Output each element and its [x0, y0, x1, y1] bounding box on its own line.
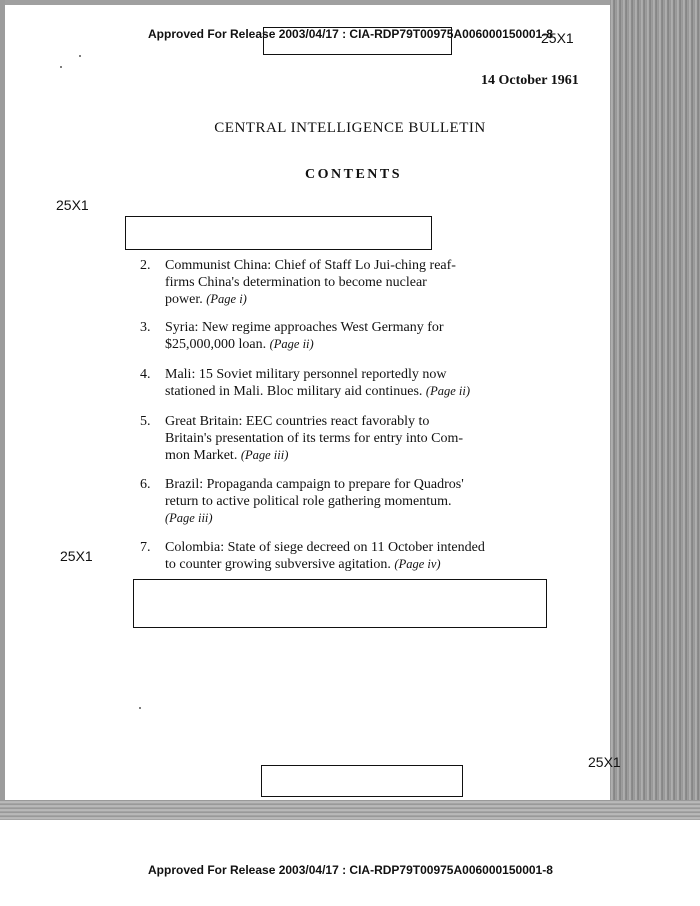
item-body: Communist China: Chief of Staff Lo Jui-ching reaf- firms China's determination to become nuclear power.	[165, 258, 456, 307]
item-page-ref: (Page iv)	[394, 557, 441, 571]
item-number: 5.	[140, 414, 151, 429]
scan-edge-bottom	[0, 800, 700, 820]
item-body: Mali: 15 Soviet military personnel reportedly now stationed in Mali. Bloc military aid continues.	[165, 367, 447, 399]
document-title: CENTRAL INTELLIGENCE BULLETIN	[214, 120, 486, 136]
classification-mark-bottom-right: 25X1	[588, 754, 621, 770]
item-page-ref: (Page i)	[206, 292, 247, 306]
redaction-box-item-8	[133, 579, 547, 628]
scan-speck	[60, 66, 62, 68]
scan-speck	[139, 707, 141, 709]
item-text	[165, 476, 565, 527]
redaction-box-header	[263, 27, 452, 55]
scan-speck	[79, 55, 81, 57]
approval-stamp-bottom: Approved For Release 2003/04/17 : CIA-RDP79T00975A006000150001-8	[148, 863, 553, 877]
redaction-box-footer	[261, 765, 463, 797]
item-number: 6.	[140, 477, 151, 492]
item-number: 2.	[140, 258, 151, 273]
item-body: Colombia: State of siege decreed on 11 October intended to counter growing subversive agitation.	[165, 540, 485, 572]
item-page-ref: (Page iii)	[240, 448, 289, 462]
item-number: 3.	[140, 320, 151, 335]
contents-heading: CONTENTS	[305, 167, 403, 182]
item-page-ref: (Page ii)	[425, 384, 470, 398]
item-page-ref: (Page iii)	[165, 511, 213, 525]
item-text	[165, 366, 565, 400]
item-page-ref: (Page ii)	[269, 337, 314, 351]
item-text	[165, 413, 565, 464]
item-body: Brazil: Propaganda campaign to prepare for Quadros' return to active political role gathering momentum.	[165, 477, 464, 509]
item-body: Great Britain: EEC countries react favorably to Britain's presentation of its terms for entry into Com- mon Market.	[165, 414, 464, 463]
item-text	[165, 539, 565, 573]
approval-stamp-top: Approved For Release 2003/04/17 : CIA-RDP79T00975A006000150001-8	[148, 27, 553, 41]
item-number: 7.	[140, 540, 151, 555]
document-date: 14 October 1961	[481, 73, 579, 88]
classification-mark-left-2: 25X1	[60, 548, 93, 564]
item-text	[165, 257, 565, 308]
classification-mark-top-right: 25X1	[541, 30, 574, 46]
item-number: 4.	[140, 367, 151, 382]
item-text	[165, 319, 565, 353]
redaction-box-item-1	[125, 216, 432, 250]
item-body: Syria: New regime approaches West Germany for $25,000,000 loan.	[165, 320, 444, 352]
classification-mark-left-1: 25X1	[56, 197, 89, 213]
